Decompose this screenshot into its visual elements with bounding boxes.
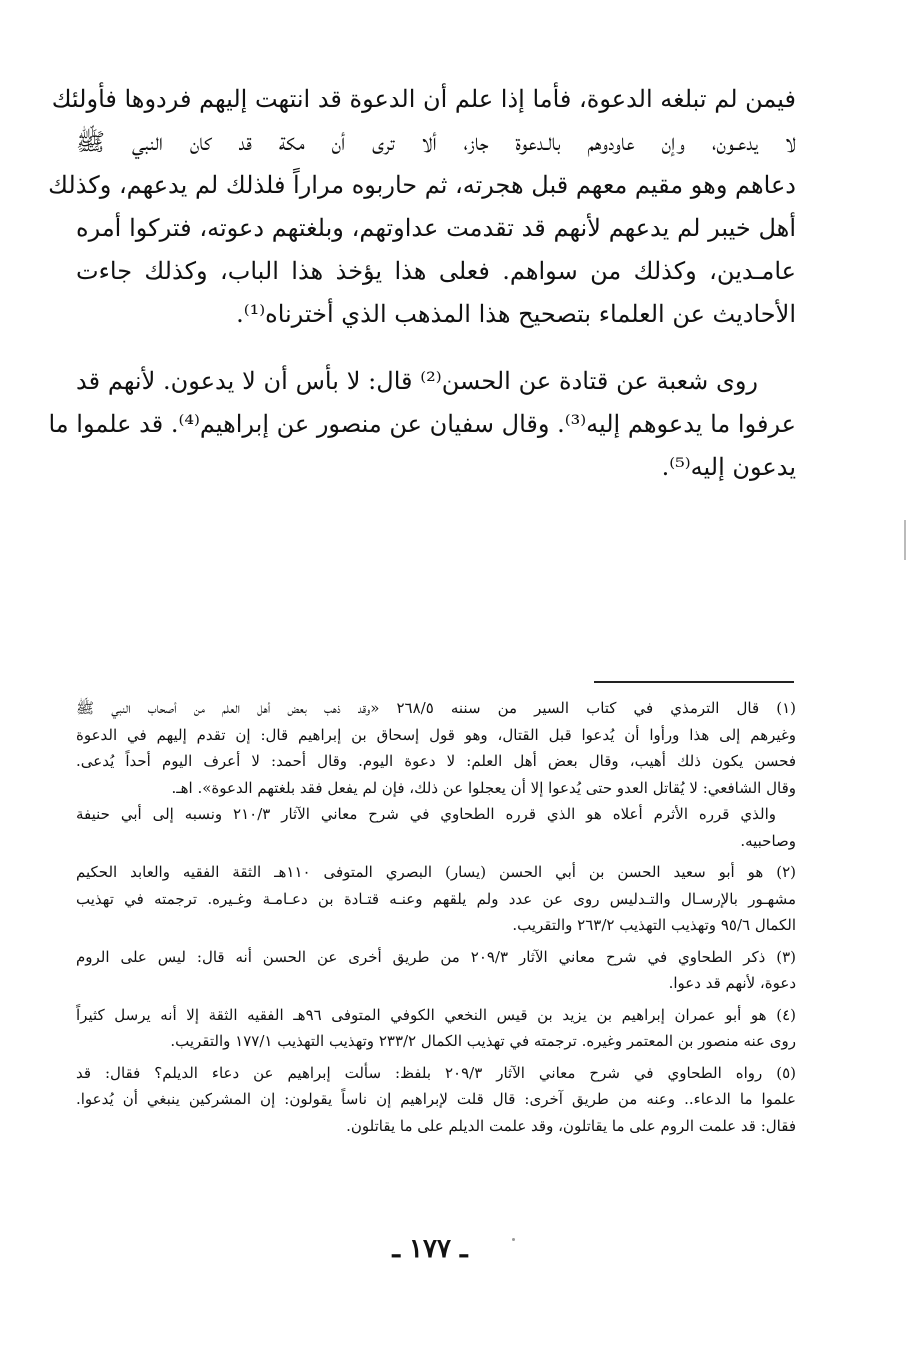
- text-line: عرفوا ما يدعوهم إليه⁽³⁾. وقال سفيان عن منصور عن إبراهيم⁽⁴⁾. قد علموا ما: [48, 410, 796, 438]
- footnote-line: فقال: قد علمت الروم على ما يقاتلون، وقد علمت الديلم على ما يقاتلون.: [346, 1116, 796, 1135]
- footnote-separator: [594, 681, 794, 683]
- footnotes: [76, 695, 796, 1144]
- footnote-line: (١) قال الترمذي في كتاب السير من سننه ٢٦٨/٥ «وقد ذهب بعض أهل العلم من أصحاب النبي ﷺ: [76, 699, 796, 717]
- main-paragraph-1: [48, 78, 797, 336]
- footnote-3: [76, 944, 796, 997]
- footnote-5: [76, 1060, 796, 1140]
- footnote-2: [76, 859, 796, 939]
- page-edge-mark: [904, 520, 906, 560]
- text-line: لا يدعـون، وإن عاودوهم بالـدعوة جاز، ألا ترى أن مكة قد كان النبي ﷺ: [76, 128, 796, 156]
- footnote-1: [76, 695, 796, 854]
- footnote-line: (٢) هو أبو سعيد الحسن بن أبي الحسن (يسار) البصري المتوفى ١١٠هـ الثقة الفقيه والعابد الحكيم: [76, 863, 796, 881]
- footnote-line: مشهـور بالإرسـال والتـدليس روى عن عدد ولم يلقهم وعنـه قتـادة بن دعـامـة وغـيره. ترجمته في تهذيب: [76, 889, 796, 908]
- footnote-line: وقال الشافعي: لا يُقاتل العدو حتى يُدعوا إلا أن يعجلوا عن ذلك، فإن لم يفعل فقد بلغتهم الدعوة». اهـ.: [171, 778, 796, 797]
- page-speck: [512, 1238, 515, 1241]
- footnote-line: وغيرهم إلى هذا ورأوا أن يُدعوا قبل القتال، وهو قول إسحاق بن إبراهيم قال: إن تقدم إليهم في الدعوة: [76, 725, 796, 744]
- text-line: أهل خيبر لم يدعهم لأنهم قد تقدمت عداوتهم، وبلغتهم دعوته، فتركوا أمره: [76, 214, 797, 242]
- text-line: يدعون إليه⁽⁵⁾.: [661, 453, 796, 481]
- footnote-4: [76, 1002, 796, 1055]
- text-line: روى شعبة عن قتادة عن الحسن⁽²⁾ قال: لا بأس أن لا يدعون. لأنهم قد: [76, 367, 758, 395]
- footnote-line: (٤) هو أبو عمران إبراهيم بن يزيد بن قيس النخعي الكوفي المتوفى ٩٦هـ الفقيه الثقة إلا أنه يرسل كثيراً: [76, 1005, 796, 1024]
- footnote-line: علموا ما الدعاء.. وعنه من طريق آخرى: قال قلت لإبراهيم إن ناساً يقولون: إن المشركين ينبغي أن يُدعوا.: [76, 1090, 796, 1108]
- text-line: عامـدين، وكذلك من سواهم. فعلى هذا يؤخذ هذا الباب، وكذلك جاءت: [76, 257, 796, 285]
- page-number: ـ ١٧٧ ـ: [392, 1234, 468, 1264]
- text-line: فيمن لم تبلغه الدعوة، فأما إذا علم أن الدعوة قد انتهت إليهم فردوها فأولئك: [51, 85, 796, 113]
- footnote-line: (٥) رواه الطحاوي في شرح معاني الآثار ٢٠٩/٣ بلفظ: سألت إبراهيم عن دعاء الديلم؟ فقال: قد: [76, 1063, 797, 1082]
- footnote-line: الكمال ٩٥/٦ وتهذيب التهذيب ٢٦٣/٢ والتقريب.: [512, 916, 796, 934]
- footnote-line: (٣) ذكر الطحاوي في شرح معاني الآثار ٢٠٩/٣ من طريق أخرى عن الحسن أنه قال: ليس على الروم: [76, 947, 796, 966]
- footnote-line: فحسن يكون ذلك أهيب، وقال بعض أهل العلم: لا دعوة اليوم. وقال أحمد: لا أعرف اليوم أحداً يُدعى.: [76, 752, 796, 770]
- footnote-line: وصاحبيه.: [740, 831, 796, 850]
- text-line: الأحاديث عن العلماء بتصحيح هذا المذهب الذي أخترناه⁽¹⁾.: [236, 300, 796, 328]
- footnote-line: والذي قرره الأثرم أعلاه هو الذي قرره الطحاوي في شرح معاني الآثار ٢١٠/٣ ونسبه إلى أبي حنيفة: [76, 805, 776, 823]
- footnote-line: روى عنه منصور بن المعتمر وغيره. ترجمته في تهذيب الكمال ٢٣٣/٢ وتهذيب التهذيب ١٧٧/١ والتقريب.: [170, 1032, 796, 1050]
- main-paragraph-2: [48, 360, 796, 489]
- text-line: دعاهم وهو مقيم معهم قبل هجرته، ثم حاربوه مراراً فلذلك لم يدعهم، وكذلك: [48, 171, 796, 199]
- footnote-line: دعوة، لأنهم قد دعوا.: [668, 974, 796, 992]
